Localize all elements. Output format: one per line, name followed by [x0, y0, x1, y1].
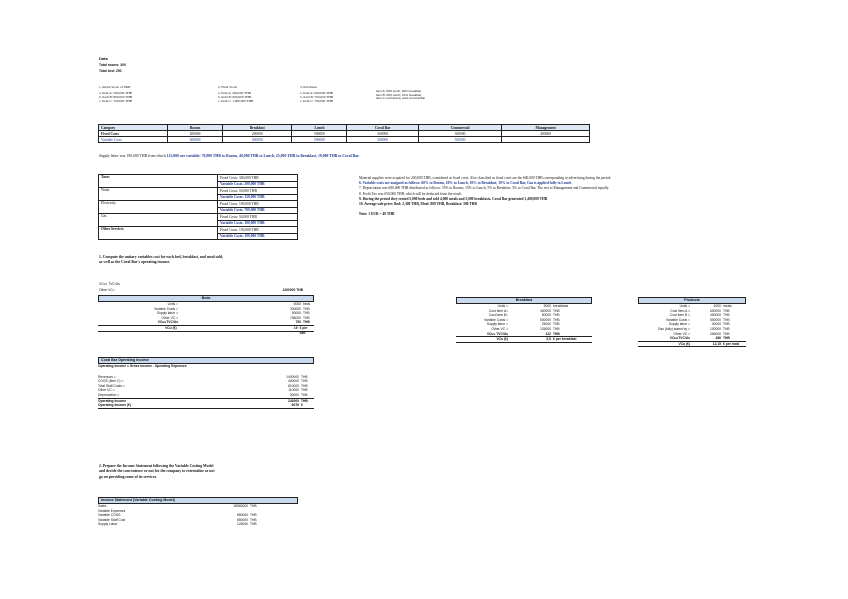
row-label: Total Staff Costs = [98, 383, 125, 388]
row-value: 450000 [709, 313, 721, 318]
row-label: Supply Labor [98, 522, 118, 527]
row-unit: THB [553, 308, 560, 313]
initial-stock-item: a. Item A: 500,000 THB [99, 91, 132, 96]
row-unit: THB [301, 383, 308, 388]
row-value: 60000 [541, 313, 551, 318]
row-label: Cost Item B= [488, 313, 508, 318]
other-vc-label: Other VC= [99, 288, 115, 292]
result-value: 19 [293, 325, 298, 330]
table-cell: 300000 [418, 131, 501, 137]
row-value: 600000 [709, 308, 721, 313]
row-unit: beds [303, 302, 311, 306]
row-unit: THB [553, 317, 560, 322]
result-value: 12,15 [712, 341, 721, 346]
row-unit: THB [303, 315, 310, 320]
overhead-fixed: Fixed Costs: 50,000 THB [218, 188, 298, 195]
row-unit: THB [250, 513, 257, 518]
row-value: 500000 [709, 317, 721, 322]
fx-note: Note: 1 EUR = 40 THB [359, 212, 395, 217]
row-unit: THB [301, 388, 308, 393]
result-label: VCu (€) [165, 325, 177, 330]
overheads-table [98, 174, 298, 240]
row-unit: THB [301, 379, 308, 384]
category-header-cell: Breakfast [223, 125, 292, 131]
initial-stock-item: c. Item C: 700,000 THB [99, 99, 132, 104]
item-allocation-line: Item B: 60% lunch; 10% breakfast [376, 92, 422, 97]
row-unit: meals [723, 304, 732, 308]
row-value: 50000 [291, 311, 301, 316]
initial-stock-block [99, 85, 132, 103]
note-line: Material supplies were acquired for 200,000 THB, considered as fixed costs. Also classified as fixed costs are the 600,000 THB corresponding to advertising during the period. [359, 176, 612, 180]
breakfast-result-row [456, 337, 592, 343]
row-value: 486 [715, 336, 721, 341]
row-value: 256000 [709, 331, 721, 336]
row-label: Supply labor = [486, 322, 508, 327]
final-stock-heading: 2. Final Stock [218, 85, 237, 89]
purchases-item: b. Item B: 700,000 THB [300, 95, 334, 100]
row-label: Cost Item A = [670, 308, 690, 313]
other-vc-value: 1260000 THB [282, 288, 303, 292]
item-allocation-line: Item A: 60% lunch; 40% breakfast [376, 89, 422, 93]
final-stock-block [218, 85, 253, 103]
table-cell: 300000 [223, 137, 292, 143]
row-unit: breakfasts [553, 304, 569, 308]
row-value: 750 [295, 320, 301, 325]
row-unit: THB [301, 374, 308, 379]
row-label: Variable Costs = [483, 317, 508, 322]
row-value: 30000 [289, 392, 299, 397]
row-value: 25000 [541, 322, 551, 327]
row-value: 110000 [288, 388, 299, 393]
purchases-item: a. Item A: 600,000 THB [300, 91, 333, 96]
row-value: 850000 [236, 513, 248, 518]
row-value: 756000 [289, 315, 301, 320]
overhead-variable: Variable Costs: 150,000 THB [218, 194, 298, 201]
products-title: Products [638, 297, 746, 304]
beds-title: Beds [98, 295, 314, 302]
row-label: Variable Costs [99, 137, 168, 143]
supply-labor-prefix: Supply labor was 190,000 THB from which [99, 154, 167, 158]
table-row [99, 137, 590, 143]
row-unit: THB [250, 504, 257, 508]
table-cell: 300000 [347, 131, 418, 137]
row-value: 500000 [539, 317, 551, 322]
beds-block [98, 295, 314, 335]
final-stock-item: c. Item C: 1,000,000 THB [218, 99, 254, 104]
question-2: 2. Prepare the Income Statement following the Variable Costing Model and decide the convenience or not for the company to externalize or not go on providing some of its services. [99, 464, 215, 479]
category-header-cell: Lunch [292, 125, 347, 131]
row-label: Cost Item B = [669, 313, 690, 318]
beds-result-row [98, 325, 314, 335]
category-header-cell: Commercial [418, 125, 501, 131]
result-value: 5,5 [546, 337, 551, 342]
notes-block [359, 176, 759, 217]
row-unit: THB [723, 308, 730, 313]
row-unit: THB [553, 322, 560, 327]
income-eur-value: 6076 [291, 403, 299, 408]
result-unit: € per meal [723, 341, 740, 346]
overhead-name: Taxes [99, 175, 218, 188]
overhead-name: Other Services [99, 227, 218, 240]
category-header-cell: Rooms [168, 125, 223, 131]
final-stock-item: a. Item A: 400,000 THB [218, 91, 251, 96]
income-eur-label: Operating Income (€) [98, 403, 131, 408]
overhead-variable: Variable Costs: 200,000 THB [218, 181, 298, 188]
question-1: 1. Compute the unitary variables cost for each bed, breakfast, and meal sold, as well as the Coral Bar's operating income. [99, 255, 224, 265]
coral-bar-block [98, 357, 314, 409]
row-label: Depreciation = [98, 392, 120, 397]
note-line: 6. Variable costs are assigned as follows: 60% to Rooms, 20% to Lunch, 10% to Breakfast, 10% to Coral Bar, Gas is applied fully to Lunch [359, 181, 572, 186]
total-rooms: Total rooms: 300 [99, 63, 126, 67]
vcu-formula: VCu= TVC/Us [99, 282, 120, 286]
row-value: 222 [545, 331, 551, 336]
row-label: Units = [679, 304, 690, 308]
row-value: 5000 [293, 302, 301, 306]
breakfast-block [456, 297, 592, 343]
note-line: 7. Depreciation was 600,000 THB distributed as follows: 55% to Rooms, 15% to Lunch, 5% to Breakfast, 5% to Coral Bar. The rest to Management and Commercial equally. [359, 186, 610, 191]
table-cell: 300000 [168, 137, 223, 143]
products-block [638, 297, 746, 347]
final-stock-item: b. Item B: 600,000 THB [218, 95, 252, 100]
income-statement-block [98, 497, 298, 527]
table-cell: 300000 [347, 137, 418, 143]
coral-bar-title: Coral Bar Operating Income [98, 357, 314, 364]
table-cell [502, 137, 590, 143]
row-value: 850000 [236, 517, 248, 522]
row-label: Revenues = [98, 374, 116, 379]
row-value: 1400000 [286, 374, 299, 379]
row-label: Other VC = [161, 315, 178, 320]
purchases-item: c. Item C: 700,000 THB [300, 99, 333, 104]
item-allocation-line: Item C: exclusively used at Coral Bar [376, 96, 426, 101]
row-label: Variable Expenses [98, 508, 126, 513]
row-label: Other VC = [673, 331, 690, 336]
other-vc-row [99, 288, 303, 292]
overhead-fixed: Fixed Costs: 50,000 THB [218, 214, 298, 221]
income-label: Operating Income [98, 398, 127, 403]
row-unit: THB [303, 306, 310, 311]
overhead-fixed: Fixed Costs: 300,000 THB [218, 175, 298, 182]
row-unit: THB [303, 320, 310, 325]
row-unit: THB [723, 317, 730, 322]
row-unit: THB [553, 313, 560, 318]
table-cell: 500000 [292, 131, 347, 137]
supply-labor-emphasis: 125,000 are variable: 70,000 THB to Rooms, 40,000 THB to Lunch, 25,000 THB to Breakfast, 10,000 THB to Coral Bar. [166, 154, 360, 158]
coral-bar-income-eur-row [98, 403, 314, 409]
initial-stock-item: b. Item B: 800,000 THB [99, 95, 133, 100]
result-unit: € per bed [299, 325, 308, 335]
result-label: VCu (€) [496, 337, 508, 342]
row-label: Fixed Costs [99, 131, 168, 137]
row-unit: THB [250, 522, 257, 527]
category-cost-table [98, 124, 590, 143]
row-unit: THB [553, 326, 560, 331]
breakfast-title: Breakfast [456, 297, 592, 304]
formula-text: Operating Income = Gross Income - Operating Expenses [98, 364, 187, 368]
row-label: Other VC = [491, 326, 508, 331]
row-label: Variable Costs = [153, 306, 178, 311]
coral-bar-formula [98, 364, 314, 369]
row-label: Sales [98, 504, 107, 508]
category-header-cell: Category [99, 125, 168, 131]
row-unit: THB [301, 392, 308, 397]
purchases-block [300, 85, 333, 103]
overhead-name: Electricity [99, 201, 218, 214]
item-allocation-block [376, 90, 425, 101]
category-header-cell: Coral Bar [347, 125, 418, 131]
row-unit: THB [723, 313, 730, 318]
row-label: Gas (fully) stated by = [657, 326, 690, 331]
row-value: 126000 [539, 326, 551, 331]
income-eur-unit: € [301, 403, 303, 408]
row-value: 5000 [543, 304, 551, 308]
row-label: VCu=TVC/Us [669, 336, 690, 341]
category-header-cell: Management [502, 125, 590, 131]
row-label: Variable Costs = [665, 317, 690, 322]
row-label: Units = [497, 304, 508, 308]
row-value: 40000 [711, 322, 721, 327]
note-line: 8. Profit Tax was 650,000 THB, which will be deducted from the result. [359, 191, 463, 196]
total-beds: Total bed: 250 [99, 69, 122, 73]
row-label: Variable COGS [98, 513, 121, 518]
products-result-row [638, 342, 746, 348]
income-statement-row [98, 522, 298, 527]
row-label: Units = [167, 302, 178, 306]
table-cell: 500000 [418, 137, 501, 143]
row-unit: THB [553, 331, 560, 336]
overhead-variable: Variable Costs: 700,000 THB [218, 207, 298, 214]
income-value: 243000 [287, 398, 299, 403]
purchases-heading: 3. Purchases [300, 85, 317, 89]
income-statement-title: Income Statement (Variable Costing Model) [98, 497, 298, 504]
row-value: 4000 [713, 304, 721, 308]
row-value: 18560000 [233, 504, 248, 508]
table-cell: 400000 [502, 131, 590, 137]
result-unit: € per breakfast [553, 337, 577, 342]
row-label: Variable Staff Cost [98, 517, 126, 522]
overhead-variable: Variable Costs: 100,000 THB [218, 233, 298, 240]
row-value: 300000 [289, 306, 301, 311]
row-value: 100000 [709, 326, 721, 331]
overhead-name: Gas [99, 214, 218, 227]
row-unit: THB [723, 331, 730, 336]
row-unit: THB [723, 326, 730, 331]
initial-stock-heading: 1. Initial Stock of F&B [99, 85, 131, 89]
note-line: 10. Average sale price: Bed: 2,300 THB, Meal: 800 THB, Breakfast: 300 THB [359, 202, 477, 207]
overhead-fixed: Fixed Costs: 100,000 THB [218, 201, 298, 208]
row-label: Supply labor = [156, 311, 178, 316]
row-unit: THB [303, 311, 310, 316]
result-label: VCu (€) [678, 341, 690, 346]
row-unit: THB [250, 517, 257, 522]
supply-labor-note [99, 154, 359, 159]
row-value: 400000 [539, 308, 551, 313]
income-unit: THB [301, 398, 308, 403]
row-value: 610000 [287, 383, 299, 388]
overhead-fixed: Fixed Costs: 150,000 THB [218, 227, 298, 234]
row-value: 400000 [287, 379, 299, 384]
data-title: Data [99, 56, 108, 61]
row-label: VCu=TVC/Us [157, 320, 178, 325]
table-cell: 200000 [223, 131, 292, 137]
row-label: Supply labor = [668, 322, 690, 327]
note-line: 9. During the period they rented 5,000 beds and sold 4,000 meals and 5,000 breakfasts. Coral Bar generated 1,400,000 THB [359, 196, 548, 201]
table-cell: 200000 [168, 131, 223, 137]
row-value: 125000 [236, 522, 248, 527]
row-unit: THB [723, 336, 730, 341]
row-label: COGS (Item C) = [98, 379, 124, 384]
table-cell: 500000 [292, 137, 347, 143]
overhead-variable: Variable Costs: 100,000 THB [218, 220, 298, 227]
overhead-name: Water [99, 188, 218, 201]
row-label: VCu= TVC/Us [486, 331, 508, 336]
row-label: Cost Item A= [489, 308, 508, 313]
row-label: Other VC = [98, 388, 115, 393]
row-unit: THB [723, 322, 730, 327]
